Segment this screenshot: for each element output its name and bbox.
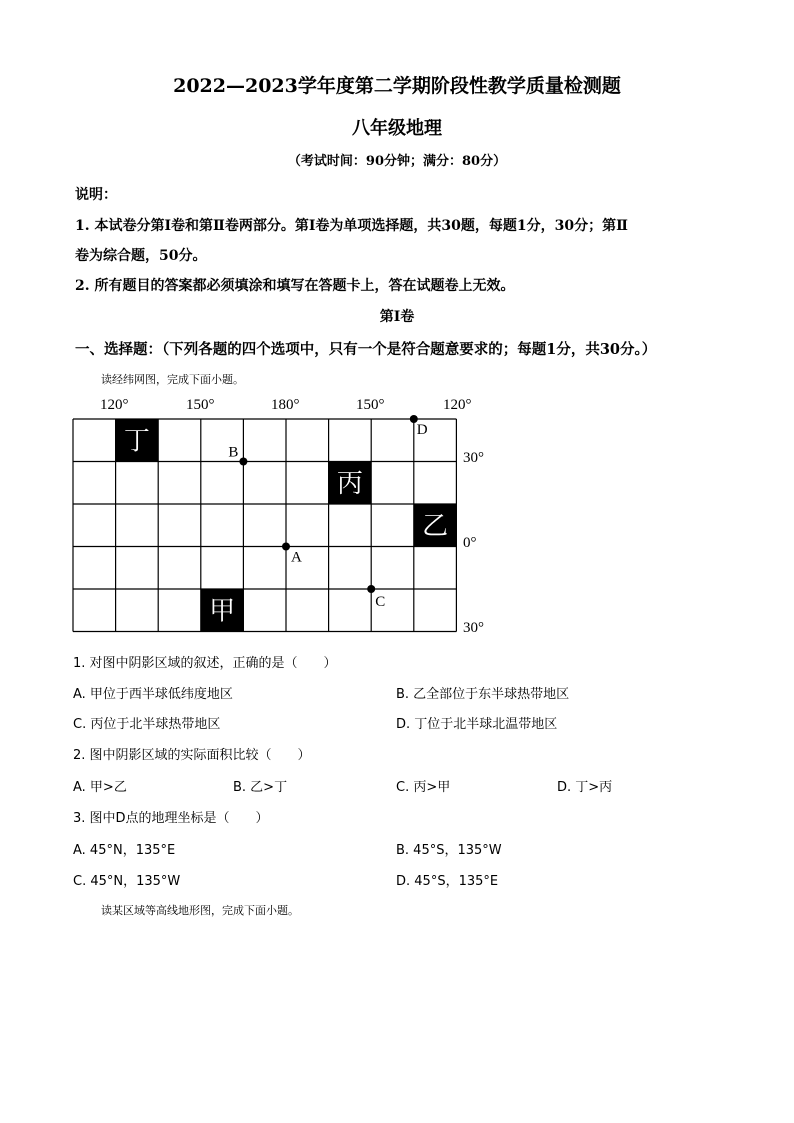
shaded-cell-label-3: 乙	[422, 511, 449, 541]
question-2-option-d: D. 丁>丙	[557, 780, 613, 795]
notes-item1-line1: 1. 本试卷分第Ⅰ卷和第Ⅱ卷两部分。第Ⅰ卷为单项选择题，共30题，每题1分，30分；第Ⅱ	[75, 218, 628, 234]
question-3-option-b: B. 45°S，135°W	[396, 843, 502, 858]
question-3-option-a: A. 45°N，135°E	[73, 843, 176, 858]
point-d-label: D	[416, 422, 428, 438]
question-2-option-c: C. 丙>甲	[396, 780, 451, 795]
question-1-option-d: D. 丁位于北半球北温带地区	[396, 717, 558, 732]
lon-label-3: 180°	[271, 397, 300, 413]
exam-title: 2022—2023学年度第二学期阶段性教学质量检测题	[173, 75, 621, 97]
notes-item2: 2. 所有题目的答案都必须填涂和填写在答题卡上，答在试题卷上无效。	[75, 278, 515, 294]
exam-subtitle: 八年级地理	[352, 118, 442, 139]
lat-label-1: 30°	[463, 450, 484, 466]
point-b-dot	[239, 458, 247, 466]
question-3-stem: 3. 图中D点的地理坐标是（ ）	[73, 811, 269, 826]
point-c-dot	[367, 585, 375, 593]
question-2-option-a: A. 甲>乙	[73, 780, 127, 795]
point-a-label: A	[291, 549, 302, 566]
graticule-map	[60, 410, 480, 645]
lon-label-1: 120°	[100, 397, 129, 413]
part-title: 第Ⅰ卷	[379, 309, 415, 325]
question-3-option-c: C. 45°N，135°W	[73, 874, 181, 889]
point-b-label: B	[228, 444, 239, 461]
shaded-cell-label-4: 甲	[209, 596, 236, 626]
question-2-option-b: B. 乙>丁	[233, 780, 288, 795]
exam-info: （考试时间：90分钟；满分：80分）	[287, 154, 507, 169]
question-1-option-b: B. 乙全部位于东半球热带地区	[396, 687, 570, 702]
lat-label-3: 30°	[463, 620, 484, 636]
shaded-cell-label-1: 丁	[123, 426, 150, 456]
question-1-option-a: A. 甲位于西半球低纬度地区	[73, 687, 233, 702]
question-2-stem: 2. 图中阴影区域的实际面积比较（ ）	[73, 748, 311, 763]
lon-label-4: 150°	[356, 397, 385, 413]
question-1-stem: 1. 对图中阴影区域的叙述，正确的是（ ）	[73, 656, 337, 671]
point-c-label: C	[375, 594, 386, 610]
notes-item1-line2: 卷为综合题，50分。	[75, 248, 207, 264]
question-1-option-c: C. 丙位于北半球热带地区	[73, 717, 221, 732]
lon-label-5: 120°	[443, 397, 472, 413]
map-intro: 读经纬网图，完成下面小题。	[101, 373, 244, 386]
section-heading: 一、选择题：（下列各题的四个选项中，只有一个是符合题意要求的；每题1分，共30分。）	[75, 341, 657, 358]
notes-heading: 说明：	[75, 187, 117, 203]
contour-intro: 读某区域等高线地形图，完成下面小题。	[101, 904, 299, 917]
point-a-dot	[282, 543, 290, 551]
lat-label-2: 0°	[463, 535, 477, 551]
question-3-option-d: D. 45°S，135°E	[396, 874, 499, 889]
shaded-cell-label-2: 丙	[336, 468, 363, 498]
lon-label-2: 150°	[186, 397, 215, 413]
